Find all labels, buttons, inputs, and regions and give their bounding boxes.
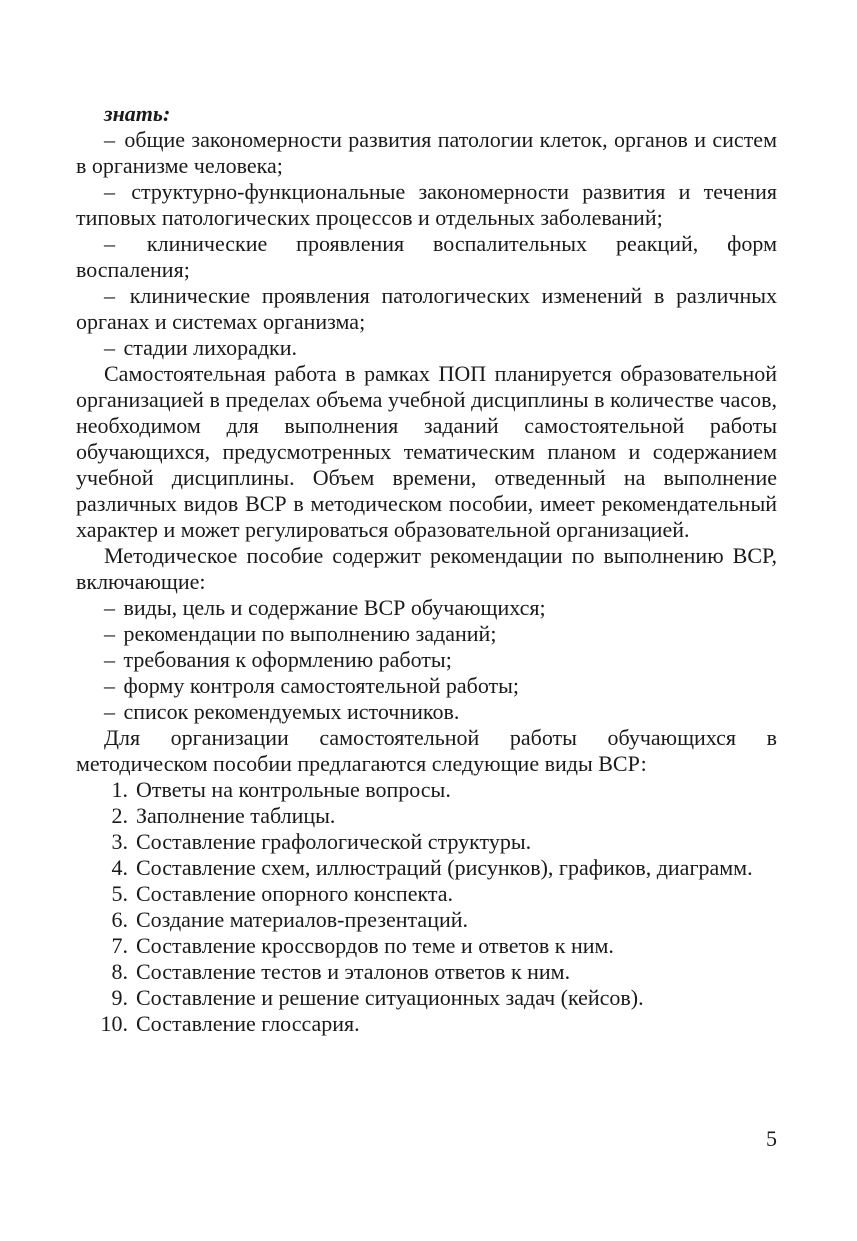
know-item-text: клинические проявления патологических изменений в различных органах и системах организма; [76, 283, 777, 334]
item-dash: – [104, 283, 115, 308]
numbered-item-text: Заполнение таблицы. [136, 803, 336, 828]
item-number: 8. [111, 959, 128, 984]
include-item-text: форму контроля самостоятельной работы; [123, 673, 520, 698]
body-paragraph: Самостоятельная работа в рамках ПОП планируется образовательной организацией в пределах объема учебной дисциплины в количестве часов, необходимом для выполнения заданий самостоятельной работы обучающихся, предусмотренных тематическим планом и содержанием учебной дисциплины. Объем времени, отведенный на выполнение различных видов ВСР в методическом пособии, имеет рекомендательный характер и может регулироваться образовательной организацией. [76, 361, 777, 542]
item-dash: – [104, 179, 115, 204]
include-item [76, 673, 777, 699]
numbered-item-text: Составление глоссария. [136, 1011, 360, 1036]
item-dash: – [104, 335, 115, 360]
page-text-block [76, 101, 777, 1037]
body-paragraph: Для организации самостоятельной работы обучающихся в методическом пособии предлагаются следующие виды ВСР: [76, 725, 777, 776]
numbered-item-text: Составление опорного конспекта. [136, 881, 454, 906]
numbered-item-text: Создание материалов-презентаций. [136, 907, 469, 932]
know-item [76, 335, 777, 361]
know-item-text: клинические проявления воспалительных реакций, форм воспаления; [76, 231, 777, 282]
know-item-text: стадии лихорадки. [123, 335, 297, 360]
item-number: 3. [111, 829, 128, 854]
item-dash: – [104, 595, 115, 620]
numbered-item [76, 907, 777, 933]
include-item [76, 595, 777, 621]
item-number: 1. [111, 777, 128, 802]
know-item [76, 127, 777, 179]
numbered-item [76, 985, 777, 1011]
numbered-item [76, 881, 777, 907]
item-dash: – [104, 231, 115, 256]
numbered-item [76, 1011, 777, 1037]
item-number: 7. [111, 933, 128, 958]
item-dash: – [104, 127, 115, 152]
numbered-item-text: Составление тестов и эталонов ответов к ним. [136, 959, 571, 984]
include-item-text: виды, цель и содержание ВСР обучающихся; [123, 595, 546, 620]
numbered-item-text: Составление схем, иллюстраций (рисунков), графиков, диаграмм. [136, 855, 753, 880]
item-dash: – [104, 673, 115, 698]
numbered-item [76, 829, 777, 855]
numbered-item [76, 933, 777, 959]
include-item [76, 621, 777, 647]
numbered-item [76, 803, 777, 829]
page-number: 5 [766, 1126, 777, 1151]
know-item [76, 231, 777, 283]
know-item [76, 283, 777, 335]
include-item-text: требования к оформлению работы; [123, 647, 452, 672]
item-number: 9. [111, 985, 128, 1010]
include-item [76, 647, 777, 673]
numbered-item-text: Составление графологической структуры. [136, 829, 532, 854]
item-dash: – [104, 699, 115, 724]
item-number: 4. [111, 855, 128, 880]
numbered-item-text: Составление и решение ситуационных задач (кейсов). [136, 985, 644, 1010]
item-number: 2. [111, 803, 128, 828]
item-number: 5. [111, 881, 128, 906]
item-number: 6. [111, 907, 128, 932]
include-item [76, 699, 777, 725]
item-dash: – [104, 647, 115, 672]
include-item-text: рекомендации по выполнению заданий; [123, 621, 497, 646]
numbered-item-text: Составление кроссвордов по теме и ответов к ним. [136, 933, 614, 958]
know-item-text: общие закономерности развития патологии клеток, органов и систем в организме человека; [76, 127, 777, 178]
numbered-item [76, 855, 777, 881]
numbered-item [76, 777, 777, 803]
item-number: 10. [100, 1011, 128, 1036]
know-item [76, 179, 777, 231]
item-dash: – [104, 621, 115, 646]
know-heading: знать: [104, 101, 171, 126]
numbered-item-text: Ответы на контрольные вопросы. [136, 777, 451, 802]
know-item-text: структурно-функциональные закономерности развития и течения типовых патологических процессов и отдельных заболеваний; [76, 179, 777, 230]
include-item-text: список рекомендуемых источников. [123, 699, 460, 724]
numbered-item [76, 959, 777, 985]
body-paragraph: Методическое пособие содержит рекомендации по выполнению ВСР, включающие: [76, 543, 777, 594]
